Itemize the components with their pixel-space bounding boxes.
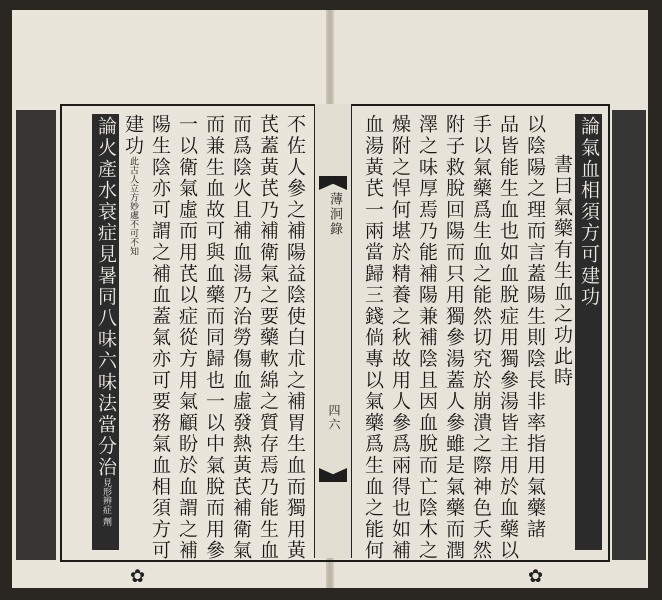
text-column-with-note <box>119 114 146 550</box>
text-column: 陽生陰亦可謂之補血蓋氣亦可要務氣血相須方可 <box>149 114 171 562</box>
right-page-text <box>360 114 602 562</box>
text-column: 以陰陽之理而言蓋陽生則陰長非率指用氣藥諸 <box>524 114 546 540</box>
fish-tail-bottom-icon <box>319 468 347 482</box>
text-column: 而兼生血故可與血藥而同歸也一以中氣脫而用參 <box>203 114 225 562</box>
book-spread <box>12 10 648 588</box>
fish-tail-top-icon <box>319 176 347 190</box>
text-column: 澤之味厚焉乃能補陽兼補陰且因血脫而亡陰木之 <box>416 114 438 562</box>
small-note: 見形辨症 劑 <box>101 478 111 526</box>
text-column: 燥附之悍何堪於精養之秋故用人參爲兩得也如補 <box>389 114 411 562</box>
right-edge-band <box>612 110 646 560</box>
section-heading <box>92 114 119 550</box>
text-column: 附子救脫回陽而只用獨參湯蓋人參雖是氣藥而潤 <box>443 114 465 562</box>
heading-text: 論火產水衰症見暑同八味六味法當分治 <box>95 116 117 479</box>
center-block <box>314 104 352 558</box>
center-page-number: 四六 <box>327 404 341 432</box>
left-edge-band <box>16 110 56 560</box>
ink-mark-icon: ✿ <box>130 566 146 587</box>
text-column: 而爲陰火且補血湯乃治勞傷血虛發熱黃芪補衛氣 <box>230 114 252 562</box>
text-column: 書曰氣藥有生血之功此時 <box>551 154 573 389</box>
text-column: 品皆能生血也如血脫症用獨參湯皆主用於血藥以 <box>497 114 519 562</box>
text-column: 手以氣藥爲生血之能然切究於崩潰之際神色夭然 <box>470 114 492 562</box>
section-heading: 論氣血相須方可建功 <box>575 114 602 550</box>
text-column: 一以衛氣虛而用芪以症從方用氣顧盼於血謂之補 <box>176 114 198 562</box>
text-column: 血湯黃芪一兩當歸三錢倘專以氣藥爲生血之能何 <box>362 114 384 562</box>
center-title: 薄泂錄 <box>327 192 342 237</box>
text-fragment: 建功 <box>122 114 144 157</box>
ink-mark-icon: ✿ <box>528 566 544 587</box>
left-page-text <box>68 114 308 562</box>
text-column: 不佐人參之補陽益陰使白朮之補胃生血而獨用黃 <box>284 114 306 562</box>
small-note: 此古人立方妙處不可不知 <box>128 156 138 256</box>
text-column: 芪蓋黃芪乃補衛氣之要藥軟綿之質存焉乃能生血 <box>257 114 279 562</box>
